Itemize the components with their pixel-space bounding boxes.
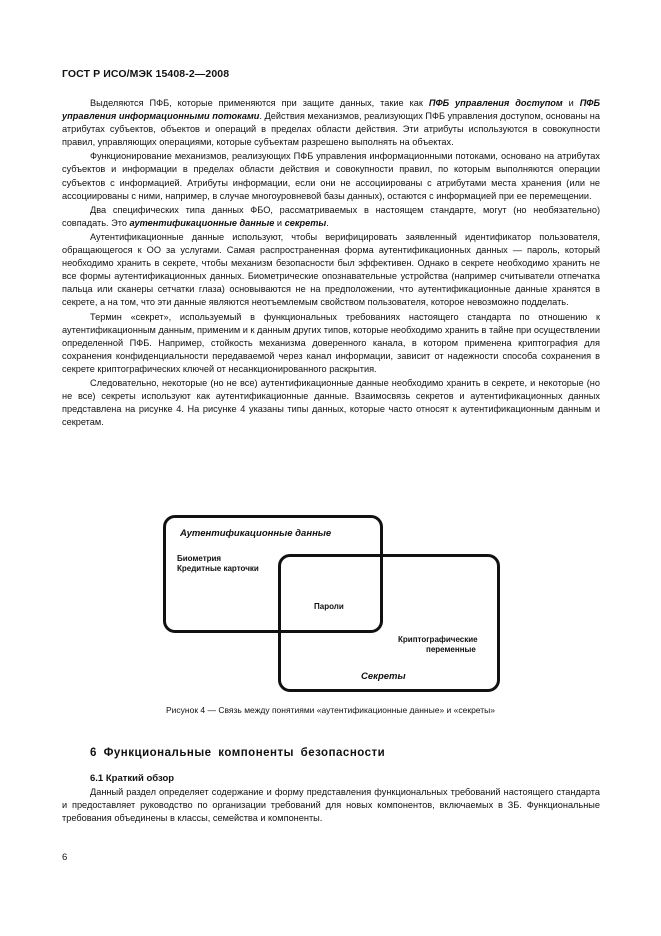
section-6-1-text (62, 786, 600, 825)
document-header: ГОСТ Р ИСО/МЭК 15408-2—2008 (62, 68, 230, 80)
paragraph-1: Выделяются ПФБ, которые применяются при защите данных, такие как ПФБ управления доступом и ПФБ управления информационными потоками. Действия механизмов, реализующих ПФБ управления доступом, основаны на атрибутах субъектов, объектов и операций в пределах области действия. Эти атрибуты используются в совокупности правил, управляющих операциями, которые субъектам разрешено выполнять на объектах. (62, 98, 600, 148)
crypto-label-line2: переменные (426, 645, 476, 654)
term-auth-data: аутентификационные данные (129, 217, 275, 228)
credit-cards-label: Кредитные карточки (177, 564, 259, 573)
secrets-title: Секреты (361, 671, 406, 682)
paragraph-3: Два специфических типа данных ФБО, рассматриваемых в настоящем стандарте, могут (но необязательно) совпадать. Это аутентификационные данные и секреты. (62, 204, 600, 228)
section-6-1-paragraph: Данный раздел определяет содержание и форму представления функциональных требований настоящего стандарта и предоставляет руководство по организации требований для новых компонентов, включаемых в ЗБ. Функциональные требования объединены в классы, семейства и компоненты. (62, 787, 600, 824)
paragraph-6: Следовательно, некоторые (но не все) аутентификационные данные необходимо хранить в секрете, и некоторые (но не все) секреты используют как аутентификационные данные. Взаимосвязь секретов и аутентификационных данных представлена на рисунке 4. На рисунке 4 указаны типы данных, которые часто относят к аутентификационным данным и секретам. (62, 377, 600, 428)
paragraph-4: Аутентификационные данные используют, чтобы верифицировать заявленный идентификатор пользователя, обращающегося к ОО за услугами. Самая распространенная форма аутентификационных данных — пароль, который необходимо хранить в секрете, чтобы механизм безопасности был эффективен. Однако в секрете необходимо хранить не все формы аутентификационных данных. Биометрические опознавательные устройства (например считыватели отпечатка пальца или сканеры сетчатки глаза) основываются не на предположении, что аутентификационные данные хранятся в секрете, а на том, что эти данные являются неотъемлемым свойством пользователя, которое невозможно подделать. (62, 231, 600, 308)
term-access-control: ПФБ управления доступом (428, 98, 563, 108)
term-secrets: секреты (284, 217, 327, 228)
main-text (62, 97, 600, 430)
term-info-flow: ПФБ управления информационными потоками (62, 98, 600, 122)
paragraph-5: Термин «секрет», используемый в функциональных требованиях настоящего стандарта по отношению к аутентификационным данным, применим и к данным других типов, которые необходимо хранить в тайне при осуществлении определенной ПФБ. Например, стойкость механизма доверенного канала, в котором применена криптография для сохранения конфиденциальности передаваемой через канал информации, зависит от надежности способа сохранения в секрете криптографических ключей от несанкционированного раскрытия. (62, 311, 600, 374)
biometrics-label: Биометрия (177, 554, 222, 563)
crypto-label-line1: Криптографические (398, 635, 478, 644)
figure-caption: Рисунок 4 — Связь между понятиями «аутентификационные данные» и «секреты» (166, 705, 495, 715)
figure-4-diagram (160, 515, 505, 695)
auth-data-title: Аутентификационные данные (180, 528, 332, 539)
page-number: 6 (62, 852, 68, 863)
section-6-1-heading: 6.1 Краткий обзор (90, 773, 175, 784)
section-6-heading: 6 Функциональные компоненты безопасности (90, 747, 386, 759)
passwords-label: Пароли (314, 602, 344, 611)
paragraph-2: Функционирование механизмов, реализующих ПФБ управления информационными потоками, основано на атрибутах субъектов и информации в пределах области действия и совокупности правил, по которым выполняются операции субъектов с информацией. Атрибуты информации, если они не ассоциированы с атрибутами места хранения (или не ассоциированы с ними, например, в случае многоуровневой базы данных), остаются с информацией при ее перемещении. (62, 151, 600, 201)
